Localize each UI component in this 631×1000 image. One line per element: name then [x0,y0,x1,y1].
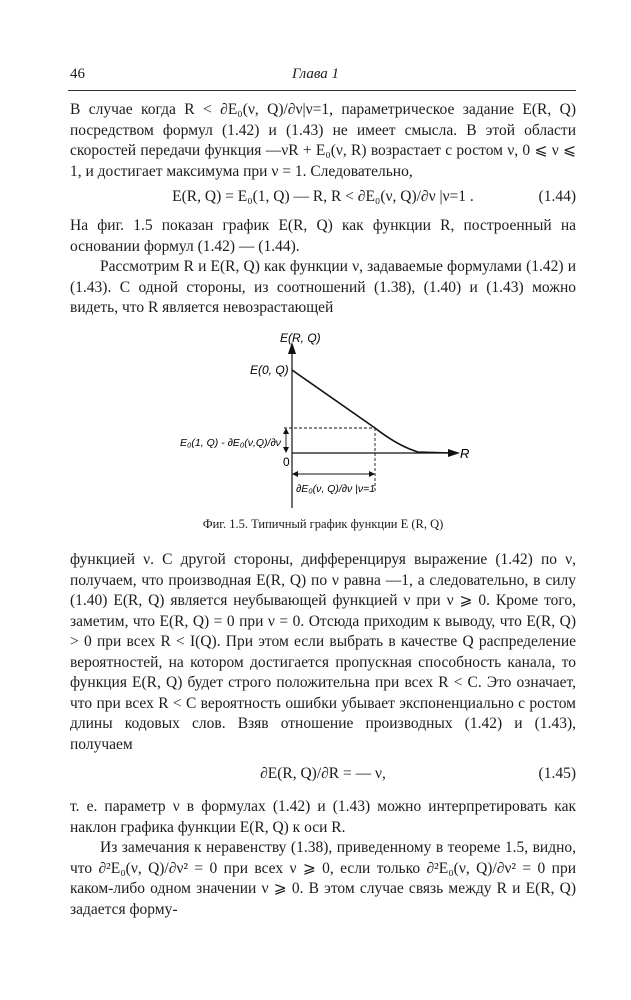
figure-1-5 [170,328,470,513]
text-block-top [70,100,576,319]
x-axis-label: R [460,446,470,461]
equation-1-44 [70,184,576,210]
curve-E-R [292,370,452,453]
left-label: E₀(1, Q) - ∂E₀(ν,Q)/∂ν [180,437,281,449]
page-header [70,66,561,88]
text-block-bottom [70,550,576,920]
figure-caption: Фиг. 1.5. Типичный график функции E (R, Q) [202,517,444,531]
paragraph-1: В случае когда R < ∂E₀(ν, Q)/∂ν|ν=1, параметрическое задание E(R, Q) посредством формул (1.42) и (1.43) не имеет смысла. В этой области скоростей передачи функция —νR + E₀(ν, R) возрастает с ростом ν, 0 ⩽ ν ⩽ 1, и достигает максимума при ν = 1. Следовательно, [70,101,576,180]
paragraph-5: т. е. параметр ν в формулах (1.42) и (1.43) можно интерпретировать как наклон графика функции E(R, Q) к оси R. [70,798,576,836]
page-number: 46 [70,66,85,82]
equation-1-45-body: ∂E(R, Q)/∂R = — ν, [260,765,386,782]
bottom-label: ∂E₀(ν, Q)/∂ν |ν=1 [296,483,376,495]
paragraph-3: Рассмотрим R и E(R, Q) как функции ν, задаваемые формулами (1.42) и (1.43). С одной стороны, из соотношений (1.38), (1.40) и (1.43) можно видеть, что R является невозрастающей [70,258,576,316]
chapter-title: Глава 1 [291,66,340,82]
equation-1-45-number: (1.45) [538,765,576,782]
paragraph-2: На фиг. 1.5 показан график E(R, Q) как функции R, построенный на основании формул (1.42) — (1.44). [70,217,576,255]
equation-1-44-body: E(R, Q) = E₀(1, Q) — R, R < ∂E₀(ν, Q)/∂ν |ν=1 . [172,188,474,205]
y-axis-label: E(R, Q) [280,331,321,345]
equation-1-45 [70,757,576,791]
header-rule [68,90,576,91]
paragraph-4: функцией ν. С другой стороны, дифференцируя выражение (1.42) по ν, получаем, что производная E(R, Q) по ν равна —1, а следовательно, в силу (1.40) E(R, Q) является неубывающей функцией ν при ν ⩾ 0. Кроме того, заметим, что E(R, Q) = 0 при ν = 0. Отсюда приходим к выводу, что E(R, Q) > 0 при всех R < I(Q). При этом если выбрать в качестве Q распределение вероятностей, на котором достигается пропускная способность канала, то функция E(R, Q) будет строго положительна при всех R < C. Это означает, что при всех R < C вероятность ошибки убывает экспоненциально с ростом длины кодовых слов. Взяв отношение производных (1.42) и (1.43), получаем [70,551,576,753]
origin-label: 0 [283,455,290,469]
y-intercept-label: E(0, Q) [250,363,289,377]
paragraph-6: Из замечания к неравенству (1.38), приведенному в теореме 1.5, видно, что ∂²E₀(ν, Q)/∂ν² = 0 при всех ν ⩾ 0, если только ∂²E₀(ν, Q)/∂ν² = 0 при каком-либо одном значении ν ⩾ 0. В этом случае связь между R и E(R, Q) задается форму- [70,839,576,918]
equation-1-44-number: (1.44) [538,188,576,205]
